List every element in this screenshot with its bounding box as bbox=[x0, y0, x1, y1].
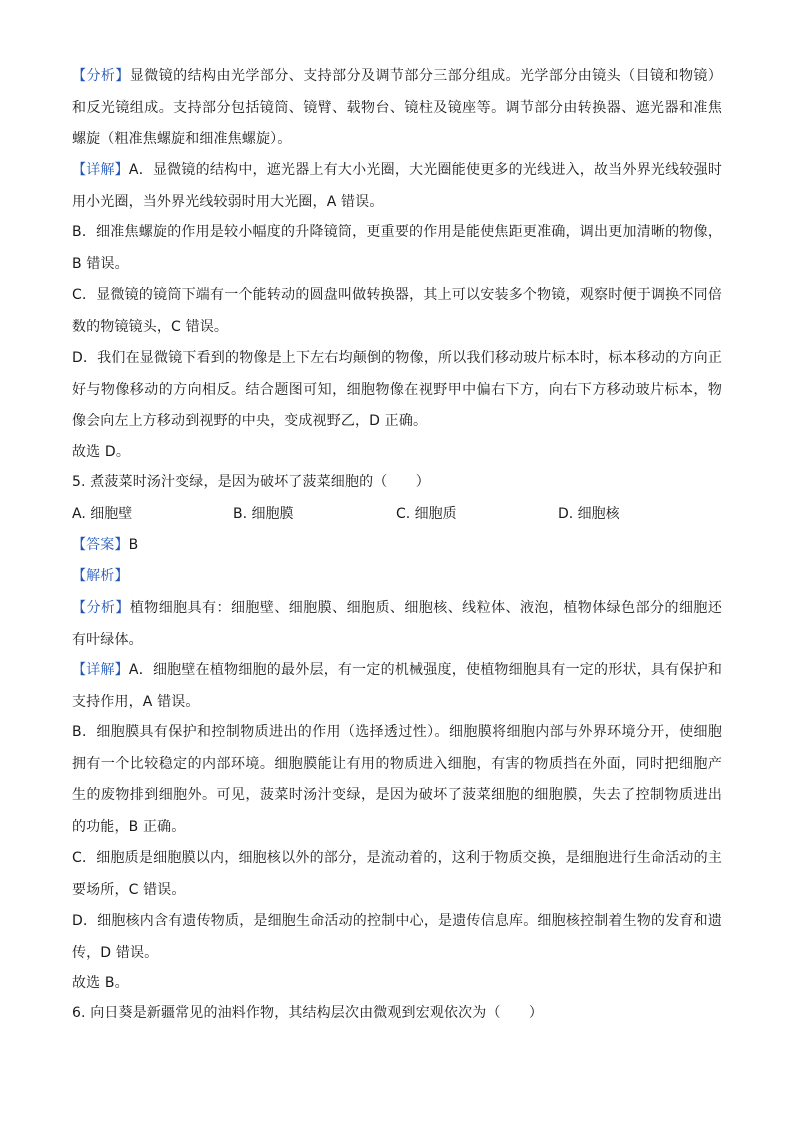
paragraph-detail-d bbox=[72, 343, 722, 438]
paragraph-text: 植物细胞具有：细胞壁、细胞膜、细胞质、细胞核、线粒体、液泡，植物体绿色部分的细胞还有叶绿体。 bbox=[72, 600, 722, 648]
option-c: C. 细胞质 bbox=[396, 506, 457, 522]
paragraph-text: D．细胞核内含有遗传物质，是细胞生命活动的控制中心，是遗传信息库。细胞核控制着生物的发育和遗传，D 错误。 bbox=[72, 913, 722, 961]
paragraph-detail2-d bbox=[72, 906, 722, 969]
paragraph-detail2-b bbox=[72, 717, 722, 843]
paragraph-detail2-a bbox=[72, 655, 722, 718]
paragraph-text: A．细胞壁在植物细胞的最外层，有一定的机械强度，使植物细胞具有一定的形状，具有保护和支持作用，A 错误。 bbox=[72, 662, 722, 710]
analysis-tag: 【分析】 bbox=[72, 600, 130, 616]
answer-value: B bbox=[128, 537, 139, 553]
question-text: 6. 向日葵是新疆常见的油料作物，其结构层次由微观到宏观依次为（ ） bbox=[72, 1005, 544, 1021]
detail-tag: 【详解】 bbox=[72, 662, 129, 678]
paragraph-text: 故选 D。 bbox=[72, 444, 130, 460]
option-d: D. 细胞核 bbox=[558, 506, 620, 522]
paragraph-detail-c bbox=[72, 280, 722, 343]
question-5 bbox=[72, 467, 722, 499]
explanation-heading bbox=[72, 561, 722, 593]
option-b: B. 细胞膜 bbox=[233, 506, 294, 522]
answer-line bbox=[72, 530, 722, 562]
paragraph-conclusion-2 bbox=[72, 968, 722, 1000]
paragraph-text: D．我们在显微镜下看到的物像是上下左右均颠倒的物像，所以我们移动玻片标本时，标本移动的方向正好与物像移动的方向相反。结合题图可知，细胞物像在视野甲中偏右下方，向右下方移动玻片标本，物像会向左上方移动到视野的中央，变成视野乙，D 正确。 bbox=[72, 350, 722, 429]
paragraph-text: B．细准焦螺旋的作用是较小幅度的升降镜筒，更重要的作用是能使焦距更准确，调出更加清晰的物像，B 错误。 bbox=[72, 224, 722, 272]
paragraph-analysis-2 bbox=[72, 593, 722, 656]
question-text: 5. 煮菠菜时汤汁变绿，是因为破坏了菠菜细胞的（ ） bbox=[72, 474, 430, 490]
paragraph-analysis-1 bbox=[72, 61, 722, 156]
paragraph-detail2-c bbox=[72, 843, 722, 906]
paragraph-text: 故选 B。 bbox=[72, 975, 129, 991]
paragraph-detail-b bbox=[72, 217, 722, 280]
paragraph-detail-a bbox=[72, 155, 722, 218]
option-a: A. 细胞壁 bbox=[72, 506, 133, 522]
paragraph-text: C．细胞质是细胞膜以内，细胞核以外的部分，是流动着的，这利于物质交换，是细胞进行生命活动的主要场所，C 错误。 bbox=[72, 850, 722, 898]
paragraph-text: A．显微镜的结构中，遮光器上有大小光圈，大光圈能使更多的光线进入，故当外界光线较强时用小光圈，当外界光线较弱时用大光圈，A 错误。 bbox=[72, 162, 722, 210]
answer-tag: 【答案】 bbox=[72, 537, 129, 553]
detail-tag: 【详解】 bbox=[72, 162, 129, 178]
paragraph-text: C．显微镜的镜筒下端有一个能转动的圆盘叫做转换器，其上可以安装多个物镜，观察时便于调换不同倍数的物镜镜头，C 错误。 bbox=[72, 287, 722, 335]
paragraph-text: 显微镜的结构由光学部分、支持部分及调节部分三部分组成。光学部分由镜头（目镜和物镜）和反光镜组成。支持部分包括镜筒、镜臂、载物台、镜柱及镜座等。调节部分由转换器、遮光器和准焦螺旋（粗准焦螺旋和细准焦螺旋）。 bbox=[72, 68, 722, 147]
explanation-tag: 【解析】 bbox=[72, 568, 129, 584]
analysis-tag: 【分析】 bbox=[72, 68, 130, 84]
question-6 bbox=[72, 998, 722, 1030]
paragraph-conclusion-1 bbox=[72, 437, 722, 469]
paragraph-text: B．细胞膜具有保护和控制物质进出的作用（选择透过性）。细胞膜将细胞内部与外界环境分开，使细胞拥有一个比较稳定的内部环境。细胞膜能让有用的物质进入细胞，有害的物质挡在外面，同时把细胞产生的废物排到细胞外。可见，菠菜时汤汁变绿，是因为破坏了菠菜细胞的细胞膜，失去了控制物质进出的功能，B 正确。 bbox=[72, 724, 722, 835]
